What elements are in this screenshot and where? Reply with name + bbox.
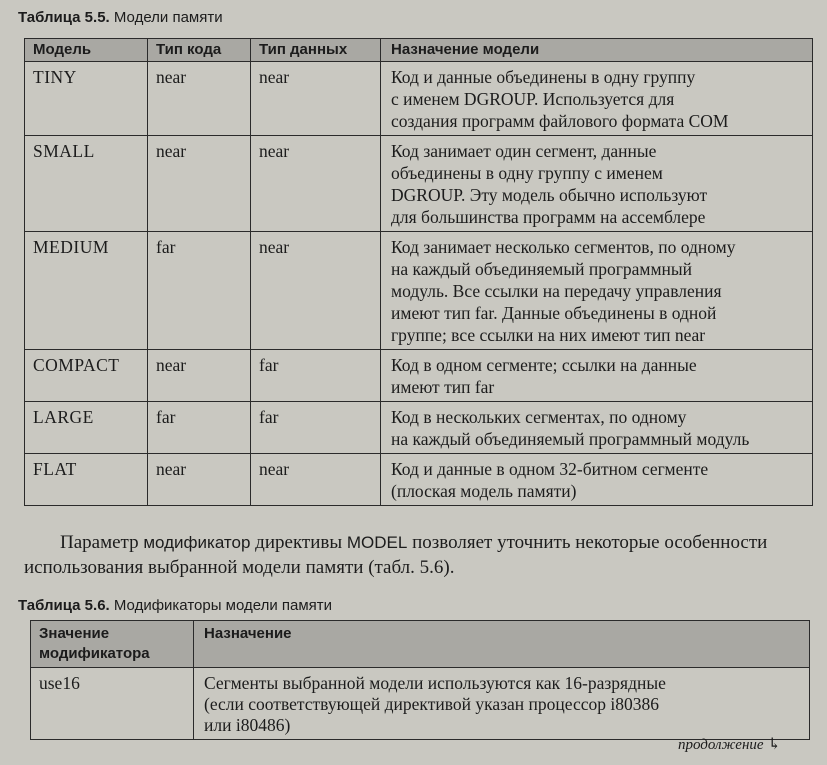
cell-purpose bbox=[194, 668, 810, 740]
header-code-type: Тип кода bbox=[148, 39, 251, 62]
keyword-modifier: модификатор bbox=[143, 533, 251, 552]
purpose-line: DGROUP. Эту модель обычно используют bbox=[391, 185, 708, 205]
cell-model: LARGE bbox=[25, 402, 148, 454]
cell-data-type: near bbox=[251, 62, 381, 136]
purpose-line: или i80486) bbox=[204, 715, 291, 735]
cell-data-type: far bbox=[251, 402, 381, 454]
cell-model: TINY bbox=[25, 62, 148, 136]
cell-data-type: near bbox=[251, 454, 381, 506]
purpose-line: модуль. Все ссылки на передачу управления bbox=[391, 281, 722, 301]
cell-model: FLAT bbox=[25, 454, 148, 506]
paragraph-text: директивы bbox=[250, 532, 347, 553]
header-line: Значение bbox=[39, 625, 110, 642]
cell-purpose bbox=[381, 136, 813, 232]
caption-number: Таблица 5.6. bbox=[18, 597, 110, 614]
purpose-line: Код в нескольких сегментах, по одному bbox=[391, 407, 687, 427]
cell-purpose bbox=[381, 62, 813, 136]
purpose-line: Сегменты выбранной модели используются как 16-разрядные bbox=[204, 673, 666, 693]
header-purpose: Назначение модели bbox=[381, 39, 813, 62]
cell-purpose bbox=[381, 402, 813, 454]
cell-code-type: far bbox=[148, 232, 251, 350]
cell-purpose bbox=[381, 232, 813, 350]
model-modifiers-table bbox=[30, 620, 810, 740]
cell-code-type: near bbox=[148, 454, 251, 506]
purpose-line: Код занимает один сегмент, данные bbox=[391, 141, 657, 161]
continuation-label: продолжение bbox=[678, 737, 764, 753]
table-row bbox=[31, 668, 810, 740]
purpose-line: на каждый объединяемый программный модуль bbox=[391, 429, 750, 449]
continuation-arrow-icon: ↳ bbox=[767, 736, 781, 753]
cell-data-type: near bbox=[251, 232, 381, 350]
header-data-type: Тип данных bbox=[251, 39, 381, 62]
cell-purpose bbox=[381, 350, 813, 402]
cell-model: MEDIUM bbox=[25, 232, 148, 350]
caption-title: Модификаторы модели памяти bbox=[113, 597, 333, 614]
table-row bbox=[25, 454, 813, 506]
purpose-line: (плоская модель памяти) bbox=[391, 481, 577, 501]
cell-model: SMALL bbox=[25, 136, 148, 232]
cell-purpose bbox=[381, 454, 813, 506]
header-line: модификатора bbox=[39, 645, 150, 662]
header-purpose: Назначение bbox=[194, 621, 810, 668]
table-row bbox=[25, 350, 813, 402]
purpose-line: Код и данные в одном 32-битном сегменте bbox=[391, 459, 709, 479]
paragraph-text: позволяет уточнить некоторые особенности использования выбранной модели памяти (табл. 5.6). bbox=[24, 532, 768, 578]
cell-code-type: far bbox=[148, 402, 251, 454]
purpose-line: группе; все ссылки на них имеют тип near bbox=[391, 325, 706, 345]
body-paragraph bbox=[24, 530, 814, 580]
table-row bbox=[25, 232, 813, 350]
purpose-line: с именем DGROUP. Используется для bbox=[391, 89, 675, 109]
cell-code-type: near bbox=[148, 350, 251, 402]
table-row bbox=[25, 136, 813, 232]
purpose-line: создания программ файлового формата COM bbox=[391, 111, 729, 131]
purpose-line: Код в одном сегменте; ссылки на данные bbox=[391, 355, 697, 375]
cell-code-type: near bbox=[148, 62, 251, 136]
cell-modifier-value: use16 bbox=[31, 668, 194, 740]
cell-data-type: far bbox=[251, 350, 381, 402]
purpose-line: для большинства программ на ассемблере bbox=[391, 207, 706, 227]
caption-number: Таблица 5.5. bbox=[18, 9, 110, 26]
purpose-line: (если соответствующей директивой указан процессор i80386 bbox=[204, 694, 659, 714]
header-modifier-value bbox=[31, 621, 194, 668]
table-row bbox=[25, 62, 813, 136]
purpose-line: имеют тип far. Данные объединены в одной bbox=[391, 303, 717, 323]
keyword-model: MODEL bbox=[346, 533, 408, 552]
paragraph-text: Параметр bbox=[60, 532, 144, 553]
table-row bbox=[25, 402, 813, 454]
cell-data-type: near bbox=[251, 136, 381, 232]
purpose-line: объединены в одну группу с именем bbox=[391, 163, 663, 183]
cell-model: COMPACT bbox=[25, 350, 148, 402]
continuation-note bbox=[678, 734, 781, 754]
purpose-line: Код занимает несколько сегментов, по одному bbox=[391, 237, 736, 257]
purpose-line: на каждый объединяемый программный bbox=[391, 259, 693, 279]
table-5-6-caption bbox=[18, 597, 332, 614]
header-model: Модель bbox=[25, 39, 148, 62]
memory-models-table bbox=[24, 38, 813, 506]
caption-title: Модели памяти bbox=[113, 9, 223, 26]
table-header-row bbox=[25, 39, 813, 62]
cell-code-type: near bbox=[148, 136, 251, 232]
purpose-line: Код и данные объединены в одну группу bbox=[391, 67, 696, 87]
table-5-5-caption bbox=[18, 9, 223, 26]
purpose-line: имеют тип far bbox=[391, 377, 495, 397]
table-header-row bbox=[31, 621, 810, 668]
